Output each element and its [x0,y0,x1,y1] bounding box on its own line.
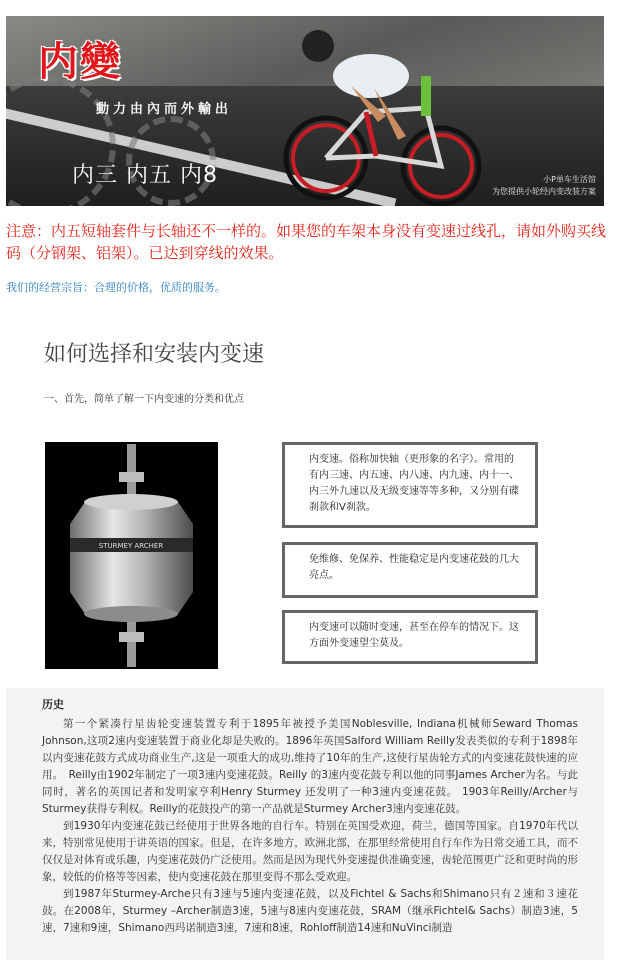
brand-tagline: 为您提供小轮经内变改装方案 [492,187,596,196]
banner-slogan: 動力由內而外輸出 [96,102,233,117]
history-paragraph: 到1987年Sturmey-Arche只有3速与5速内变速花鼓，以及Fichtel & Sachs和Shimano只有２速和３速花鼓。在2008年，Sturmey –Archer制造3速，5速与8速内变速花鼓，SRAM（继承Fichtel& Sachs）制造3速，5速，7速和9速，Shimano西玛诺制造3速，7速和8速，Rohloff制造14速和NuVinci制造 [42,888,578,934]
hub-illustration [45,442,218,669]
article-intro: 一、首先，简单了解一下内变速的分类和优点 [44,394,244,405]
history-paragraph: 第一个紧凑行星齿轮变速装置专利于1895年被授予美国Noblesville, Indiana机械师Seward Thomas Johnson,这项2速内变速装置于商业化却是失败的。1896年英国Salford William Reilly发表类似的专利于1898年以内变速花鼓方式成功商业生产,这是一项重大的成功,维持了10年的生产,这使行星齿轮方式的内变速花鼓快速的应用。 Reilly由1902年制定了一项3速内变速花鼓。Reilly 的3速内变花鼓专利以他的同事James Archer为名。与此同时，著名的英国记者和发明家亨利Henry Sturmey 还发明了一种3速内变速花鼓。 1903年Reilly/Archer与Sturmey获得专利权。Reilly的花鼓投产的第一产品就是Sturmey Archer3速内变速花鼓。 [42,718,578,815]
history-paragraph: 到1930年内变速花鼓已经使用于世界各地的自行车。特别在英国受欢迎，荷兰，德国等国家。自1970年代以来，特别常见使用于讲英语的国家。但是，在许多地方，欧洲北部，在那里经常使用自行车作为日常交通工具，而不仅仅是对体育或乐趣，内变速花鼓仍广泛使用。然而是因为现代外变速提供准确变速，齿轮范围更广泛和更时尚的形象，较低的价格等等因素，使内变速花鼓在那里变得不那么受欢迎。 [42,820,578,883]
motto-text: 我们的经营宗旨：合理的价格，优质的服务。 [6,281,226,294]
hub-brand-label: STURMEY ARCHER [98,542,164,550]
article-card [6,308,604,680]
history-body [42,716,578,937]
info-box-advantages [282,542,538,598]
hub-photo [45,442,218,669]
brand-name: 小P单车生活馆 [543,175,596,184]
info-box-shifting [282,610,538,664]
history-title: 历史 [42,698,64,711]
banner-models: 内三 内五 内8 [72,163,218,188]
info-box-text: 免维修、免保养、性能稳定是内变速花鼓的几大亮点。 [309,554,519,581]
rider-body [333,54,409,98]
rider-head [302,30,334,62]
notice-text: 注意：内五短轴套件与长轴还不一样的。如果您的车架本身没有变速过线孔，请如外购买线码（分钢架、铝架）。已达到穿线的效果。 [6,222,607,262]
article-title: 如何选择和安装内变速 [44,342,265,367]
header-banner [6,16,604,206]
brand-logo-text: 内變 [38,39,122,85]
info-box-text: 内变速。俗称加快轴（更形象的名字）。常用的有内三速、内五速、内八速、内九速、内十一、内三外九速以及无级变速等等多种，又分别有碟刹款和V刹款。 [309,454,519,513]
history-section [6,688,604,960]
cyclist-illustration [256,16,486,206]
info-box-text: 内变速可以随时变速，甚至在停车的情况下。这方面外变速望尘莫及。 [309,622,519,649]
info-box-types [282,442,538,528]
shop-brand [492,174,596,198]
